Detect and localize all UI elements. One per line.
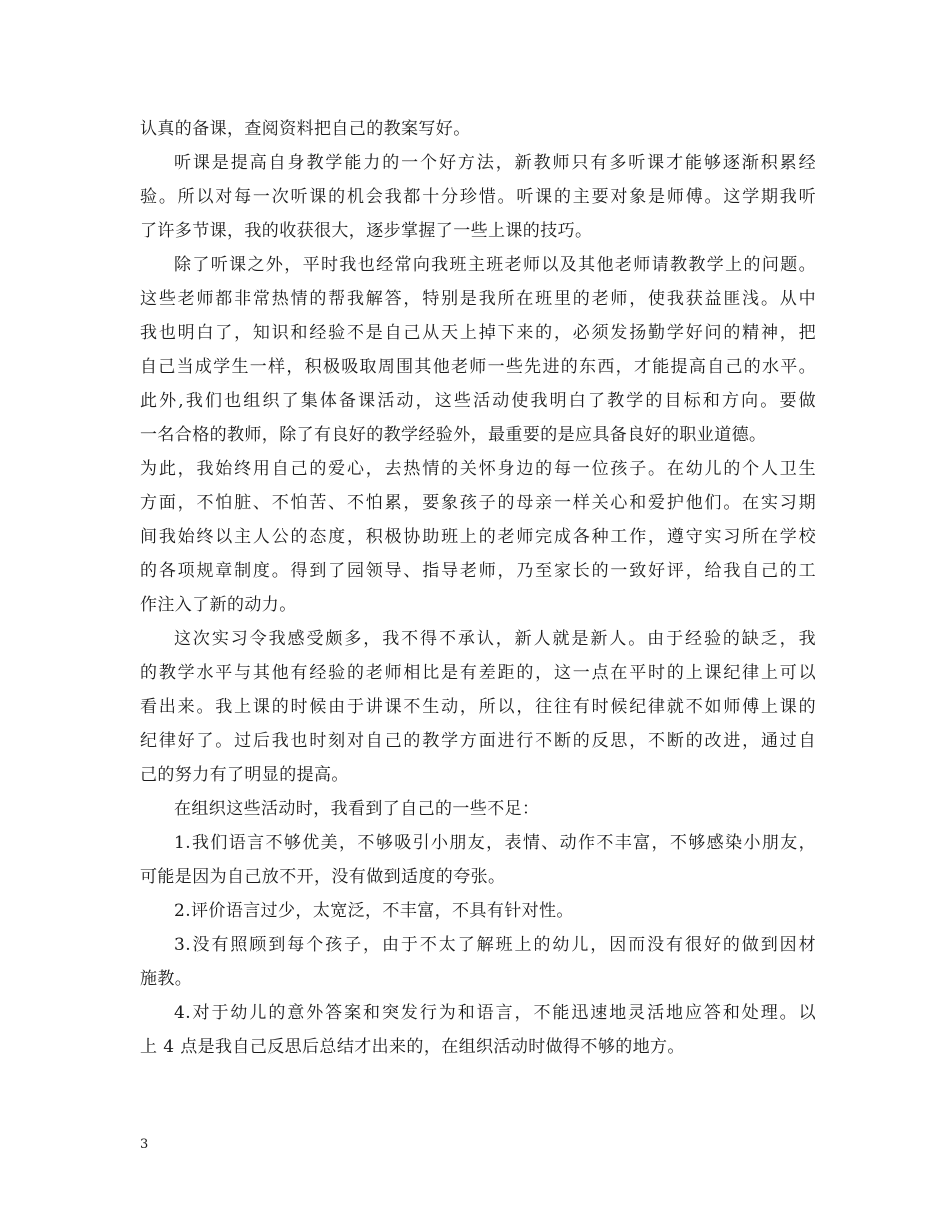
text-line: 在组织这些活动时，我看到了自己的一些不足：	[174, 799, 540, 819]
text-line: 看出来。我上课的时候由于讲课不生动，所以，往往有时候纪律就不如师傅上课的	[140, 697, 816, 717]
text-line: 一名合格的教师，除了有良好的教学经验外，最重要的是应具备良好的职业道德。	[140, 425, 767, 445]
text-line: 的各项规章制度。得到了园领导、指导老师，乃至家长的一致好评，给我自己的工	[140, 561, 816, 581]
text-line: 方面，不怕脏、不怕苦、不怕累，要象孩子的母亲一样关心和爱护他们。在实习期	[140, 493, 816, 513]
text-line: 4.对于幼儿的意外答案和突发行为和语言，不能迅速地灵活地应答和处理。以	[174, 1003, 816, 1023]
text-line: 2.评价语言过少，太宽泛，不丰富，不具有针对性。	[174, 901, 574, 921]
text-line: 纪律好了。过后我也时刻对自己的教学方面进行不断的反思，不断的改进，通过自	[140, 731, 816, 751]
page-body-text	[140, 112, 816, 1064]
text-line: 这些老师都非常热情的帮我解答，特别是我所在班里的老师，使我获益匪浅。从中	[140, 289, 816, 309]
text-line: 我也明白了，知识和经验不是自己从天上掉下来的，必须发扬勤学好问的精神，把	[140, 323, 816, 343]
text-line: 除了听课之外，平时我也经常向我班主班老师以及其他老师请教教学上的问题。	[174, 255, 816, 275]
text-line: 此外,我们也组织了集体备课活动，这些活动使我明白了教学的目标和方向。要做	[140, 391, 816, 411]
text-line: 了许多节课，我的收获很大，逐步掌握了一些上课的技巧。	[140, 221, 593, 241]
text-line: 认真的备课，查阅资料把自己的教案写好。	[140, 119, 471, 139]
text-line: 己的努力有了明显的提高。	[140, 765, 349, 785]
text-line: 的教学水平与其他有经验的老师相比是有差距的，这一点在平时的上课纪律上可以	[140, 663, 816, 683]
text-line: 上 4 点是我自己反思后总结才出来的，在组织活动时做得不够的地方。	[140, 1037, 685, 1057]
page-number: 3	[140, 1137, 149, 1152]
text-line: 作注入了新的动力。	[140, 595, 297, 615]
text-line: 施教。	[140, 969, 193, 989]
text-line: 为此，我始终用自己的爱心，去热情的关怀身边的每一位孩子。在幼儿的个人卫生	[140, 459, 816, 479]
text-line: 间我始终以主人公的态度，积极协助班上的老师完成各种工作，遵守实习所在学校	[140, 527, 816, 547]
text-line: 自己当成学生一样，积极吸取周围其他老师一些先进的东西，才能提高自己的水平。	[140, 357, 816, 377]
text-line: 验。所以对每一次听课的机会我都十分珍惜。听课的主要对象是师傅。这学期我听	[140, 187, 816, 207]
text-line: 1.我们语言不够优美，不够吸引小朋友，表情、动作不丰富，不够感染小朋友，	[174, 833, 816, 853]
text-line: 可能是因为自己放不开，没有做到适度的夸张。	[140, 867, 506, 887]
text-line: 3.没有照顾到每个孩子，由于不太了解班上的幼儿，因而没有很好的做到因材	[174, 935, 816, 955]
text-line: 这次实习令我感受颇多，我不得不承认，新人就是新人。由于经验的缺乏，我	[174, 629, 816, 649]
text-line: 听课是提高自身教学能力的一个好方法，新教师只有多听课才能够逐渐积累经	[174, 153, 816, 173]
